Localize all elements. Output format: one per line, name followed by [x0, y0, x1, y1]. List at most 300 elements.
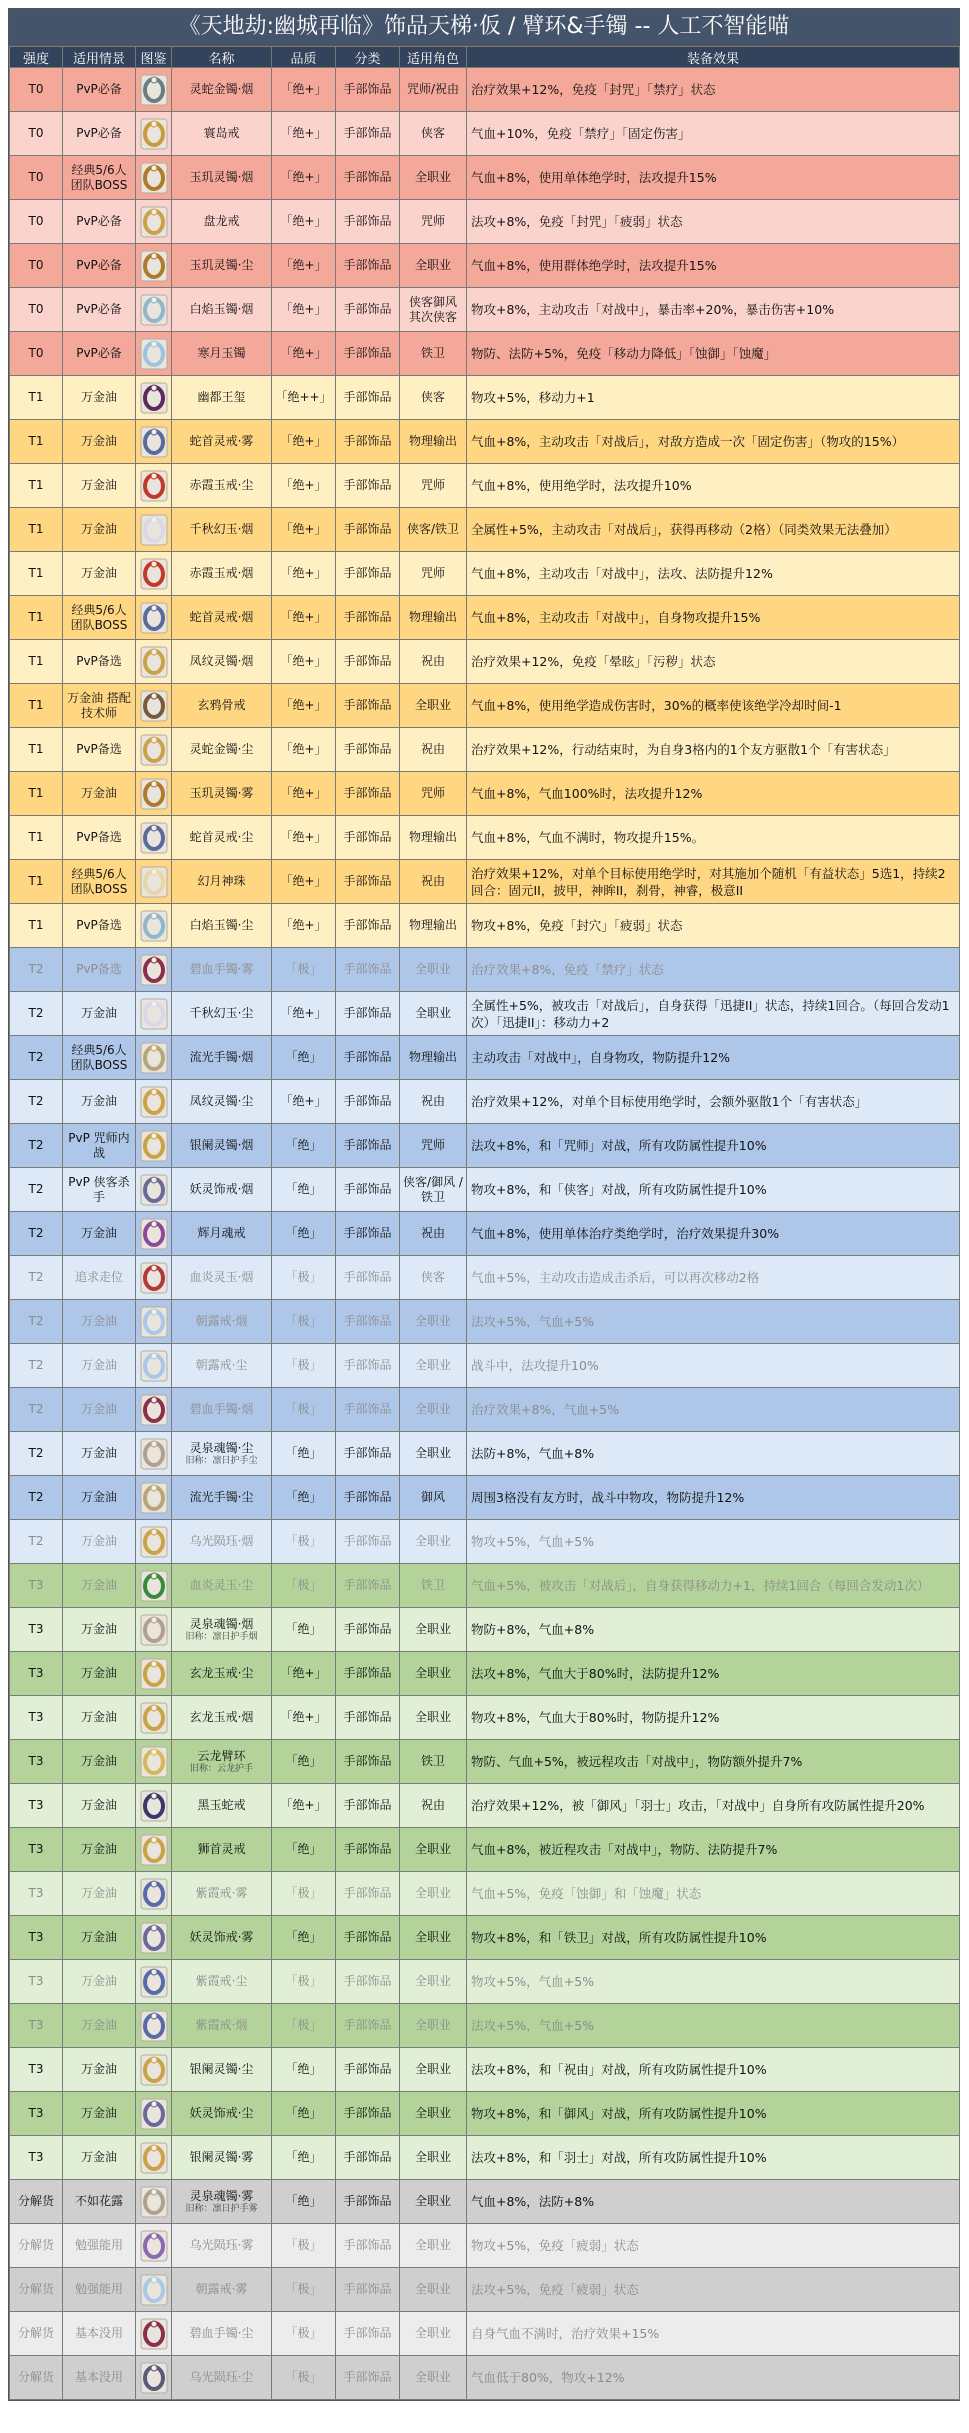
scene-cell: 万金油: [63, 2092, 136, 2136]
effect-cell: 自身气血不满时，治疗效果+15%: [467, 2312, 960, 2356]
icon-cell: [136, 2312, 172, 2356]
effect-cell: 气血+8%，使用群体绝学时，法攻提升15%: [467, 244, 960, 288]
quality-cell: 「绝+」: [272, 684, 336, 728]
scene-cell: PvP 咒师内战: [63, 1124, 136, 1168]
table-row: [10, 1124, 960, 1168]
quality-cell: 「绝+」: [272, 420, 336, 464]
scene-cell: PvP必备: [63, 244, 136, 288]
tier-cell: T0: [10, 288, 63, 332]
name-cell: [172, 1476, 272, 1520]
tier-cell: T2: [10, 1388, 63, 1432]
icon-cell: [136, 288, 172, 332]
name-cell: [172, 1652, 272, 1696]
accessory-ring-icon: [139, 645, 169, 679]
icon-cell: [136, 1652, 172, 1696]
item-name: 白焰玉镯·尘: [189, 918, 254, 932]
accessory-ring-icon: [139, 381, 169, 415]
accessory-ring-icon: [139, 513, 169, 547]
tier-cell: T3: [10, 1916, 63, 1960]
icon-cell: [136, 684, 172, 728]
item-former-name: 旧称：云龙护手: [189, 1763, 253, 1774]
category-cell: 手部饰品: [336, 1080, 400, 1124]
accessory-ring-icon: [139, 1041, 169, 1075]
effect-cell: 全属性+5%，主动攻击「对战后」，获得再移动（2格）（同类效果无法叠加）: [467, 508, 960, 552]
item-name: 朝露戒·烟: [195, 1314, 248, 1328]
name-cell: [172, 2268, 272, 2312]
item-name: 黑玉蛇戒: [197, 1798, 246, 1812]
item-name: 幻月神珠: [197, 874, 246, 888]
category-cell: 手部饰品: [336, 1036, 400, 1080]
quality-cell: 「绝+」: [272, 772, 336, 816]
role-cell: 御风: [400, 1476, 467, 1520]
category-cell: 手部饰品: [336, 948, 400, 992]
name-cell: [172, 1960, 272, 2004]
table-row: [10, 552, 960, 596]
effect-cell: 气血+8%，主动攻击「对战中」，法攻、法防提升12%: [467, 552, 960, 596]
name-cell: [172, 2048, 272, 2092]
scene-cell: 勉强能用: [63, 2268, 136, 2312]
table-row: [10, 2268, 960, 2312]
scene-cell: 万金油: [63, 2136, 136, 2180]
icon-cell: [136, 816, 172, 860]
scene-cell: 经典5/6人 团队BOSS: [63, 156, 136, 200]
role-cell: 全职业: [400, 2224, 467, 2268]
category-cell: 手部饰品: [336, 1256, 400, 1300]
role-cell: 侠客: [400, 112, 467, 156]
tier-cell: T0: [10, 332, 63, 376]
accessory-ring-icon: [139, 733, 169, 767]
name-cell: [172, 772, 272, 816]
item-name: 寰岛戒: [203, 126, 240, 140]
item-name: 灵蛇金镯·尘: [189, 742, 254, 756]
tier-cell: T3: [10, 1872, 63, 1916]
icon-cell: [136, 1124, 172, 1168]
category-cell: 手部饰品: [336, 860, 400, 904]
item-name: 银阑灵镯·尘: [189, 2062, 254, 2076]
tier-cell: T1: [10, 728, 63, 772]
tier-cell: T3: [10, 2136, 63, 2180]
item-name: 紫霞戒·烟: [195, 2018, 248, 2032]
name-cell: [172, 376, 272, 420]
icon-cell: [136, 1784, 172, 1828]
table-row: [10, 112, 960, 156]
category-cell: 手部饰品: [336, 1344, 400, 1388]
category-cell: 手部饰品: [336, 1124, 400, 1168]
role-cell: 全职业: [400, 1344, 467, 1388]
category-cell: 手部饰品: [336, 332, 400, 376]
role-cell: 全职业: [400, 2180, 467, 2224]
quality-cell: 「极」: [272, 1256, 336, 1300]
name-cell: [172, 1740, 272, 1784]
header-category: 分类: [336, 47, 400, 68]
table-row: [10, 684, 960, 728]
item-name: 赤霞玉戒·尘: [189, 478, 254, 492]
icon-cell: [136, 2224, 172, 2268]
icon-cell: [136, 1168, 172, 1212]
item-name: 千秋幻玉·尘: [189, 1006, 254, 1020]
item-name: 玄鸦骨戒: [197, 698, 246, 712]
role-cell: 祝由: [400, 1784, 467, 1828]
name-cell: [172, 200, 272, 244]
scene-cell: 万金油: [63, 1388, 136, 1432]
scene-cell: 万金油: [63, 1520, 136, 1564]
quality-cell: 「极」: [272, 1388, 336, 1432]
icon-cell: [136, 1212, 172, 1256]
effect-cell: 气血+8%，气血不满时，物攻提升15%。: [467, 816, 960, 860]
quality-cell: 「绝+」: [272, 1784, 336, 1828]
effect-cell: 物攻+8%，主动攻击「对战中」，暴击率+20%，暴击伤害+10%: [467, 288, 960, 332]
item-name: 蛇首灵戒·烟: [189, 610, 254, 624]
effect-cell: 气血+8%，主动攻击「对战后」，对敌方造成一次「固定伤害」（物攻的15%）: [467, 420, 960, 464]
name-cell: [172, 1916, 272, 1960]
table-row: [10, 332, 960, 376]
category-cell: 手部饰品: [336, 1520, 400, 1564]
quality-cell: 「绝+」: [272, 640, 336, 684]
category-cell: 手部饰品: [336, 1212, 400, 1256]
name-cell: [172, 1872, 272, 1916]
table-row: [10, 156, 960, 200]
role-cell: 祝由: [400, 1080, 467, 1124]
scene-cell: 万金油: [63, 1344, 136, 1388]
category-cell: 手部饰品: [336, 1960, 400, 2004]
accessory-ring-icon: [139, 689, 169, 723]
tier-cell: T1: [10, 816, 63, 860]
accessory-ring-icon: [139, 2317, 169, 2351]
scene-cell: PvP必备: [63, 288, 136, 332]
effect-cell: 法攻+5%，气血+5%: [467, 1300, 960, 1344]
scene-cell: 万金油: [63, 2048, 136, 2092]
name-cell: [172, 1080, 272, 1124]
quality-cell: 「绝」: [272, 1124, 336, 1168]
header-name: 名称: [172, 47, 272, 68]
icon-cell: [136, 904, 172, 948]
item-name: 紫霞戒·雾: [195, 1886, 248, 1900]
accessory-ring-icon: [139, 1789, 169, 1823]
item-name: 流光手镯·烟: [189, 1050, 254, 1064]
tier-cell: T2: [10, 1256, 63, 1300]
effect-cell: 气血+10%，免疫「禁疗」「固定伤害」: [467, 112, 960, 156]
table-row: [10, 1784, 960, 1828]
quality-cell: 「极」: [272, 948, 336, 992]
effect-cell: 治疗效果+12%，免疫「晕眩」「污秽」状态: [467, 640, 960, 684]
header-scene: 适用情景: [63, 47, 136, 68]
role-cell: 全职业: [400, 1432, 467, 1476]
quality-cell: 「绝」: [272, 1036, 336, 1080]
role-cell: 咒师: [400, 552, 467, 596]
icon-cell: [136, 2268, 172, 2312]
item-former-name: 旧称：凛日护手烟: [185, 1631, 258, 1642]
category-cell: 手部饰品: [336, 112, 400, 156]
accessory-ring-icon: [139, 1305, 169, 1339]
name-cell: [172, 684, 272, 728]
category-cell: 手部饰品: [336, 2004, 400, 2048]
icon-cell: [136, 2180, 172, 2224]
effect-cell: 气血+8%，使用绝学造成伤害时，30%的概率使该绝学冷却时间-1: [467, 684, 960, 728]
role-cell: 铁卫: [400, 1564, 467, 1608]
role-cell: 全职业: [400, 1388, 467, 1432]
category-cell: 手部饰品: [336, 2356, 400, 2400]
role-cell: 侠客/铁卫: [400, 508, 467, 552]
accessory-ring-icon: [139, 1217, 169, 1251]
item-name: 寒月玉镯: [197, 346, 246, 360]
accessory-ring-icon: [139, 1393, 169, 1427]
tier-table: [9, 46, 960, 2400]
tier-cell: T0: [10, 112, 63, 156]
accessory-ring-icon: [139, 1173, 169, 1207]
table-row: [10, 1476, 960, 1520]
icon-cell: [136, 244, 172, 288]
table-row: [10, 1960, 960, 2004]
effect-cell: 物攻+5%，气血+5%: [467, 1520, 960, 1564]
icon-cell: [136, 508, 172, 552]
effect-cell: 主动攻击「对战中」，自身物攻，物防提升12%: [467, 1036, 960, 1080]
category-cell: 手部饰品: [336, 464, 400, 508]
tier-cell: T3: [10, 1784, 63, 1828]
table-row: [10, 1080, 960, 1124]
header-quality: 品质: [272, 47, 336, 68]
scene-cell: PvP必备: [63, 68, 136, 112]
name-cell: [172, 68, 272, 112]
icon-cell: [136, 1432, 172, 1476]
icon-cell: [136, 1916, 172, 1960]
icon-cell: [136, 1564, 172, 1608]
table-row: [10, 2312, 960, 2356]
quality-cell: 「绝+」: [272, 596, 336, 640]
table-row: [10, 728, 960, 772]
effect-cell: 气血低于80%，物攻+12%: [467, 2356, 960, 2400]
icon-cell: [136, 1476, 172, 1520]
accessory-ring-icon: [139, 1701, 169, 1735]
accessory-ring-icon: [139, 2229, 169, 2263]
scene-cell: PvP备选: [63, 640, 136, 684]
effect-cell: 法防+8%，气血+8%: [467, 1432, 960, 1476]
accessory-ring-icon: [139, 2185, 169, 2219]
quality-cell: 「极」: [272, 1520, 336, 1564]
name-cell: [172, 2180, 272, 2224]
effect-cell: 气血+8%，使用单体绝学时，法攻提升15%: [467, 156, 960, 200]
scene-cell: 万金油: [63, 1696, 136, 1740]
icon-cell: [136, 1696, 172, 1740]
item-name: 朝露戒·雾: [195, 2282, 248, 2296]
table-row: [10, 1564, 960, 1608]
name-cell: [172, 1696, 272, 1740]
scene-cell: 万金油: [63, 1740, 136, 1784]
tier-cell: T2: [10, 1036, 63, 1080]
effect-cell: 物攻+5%，移动力+1: [467, 376, 960, 420]
quality-cell: 「极」: [272, 2224, 336, 2268]
accessory-ring-icon: [139, 425, 169, 459]
quality-cell: 「绝+」: [272, 68, 336, 112]
header-tier: 强度: [10, 47, 63, 68]
accessory-ring-icon: [139, 1085, 169, 1119]
scene-cell: PvP 侠客杀手: [63, 1168, 136, 1212]
tier-cell: 分解货: [10, 2312, 63, 2356]
effect-cell: 气血+8%，使用绝学时，法攻提升10%: [467, 464, 960, 508]
category-cell: 手部饰品: [336, 596, 400, 640]
icon-cell: [136, 1388, 172, 1432]
icon-cell: [136, 420, 172, 464]
accessory-ring-icon: [139, 2009, 169, 2043]
tier-cell: T2: [10, 1300, 63, 1344]
category-cell: 手部饰品: [336, 244, 400, 288]
icon-cell: [136, 772, 172, 816]
tier-cell: T3: [10, 2048, 63, 2092]
category-cell: 手部饰品: [336, 156, 400, 200]
name-cell: [172, 1564, 272, 1608]
icon-cell: [136, 1872, 172, 1916]
name-cell: [172, 1036, 272, 1080]
accessory-ring-icon: [139, 73, 169, 107]
scene-cell: 经典5/6人 团队BOSS: [63, 596, 136, 640]
table-row: [10, 200, 960, 244]
role-cell: 铁卫: [400, 1740, 467, 1784]
quality-cell: 「极」: [272, 2312, 336, 2356]
quality-cell: 「绝」: [272, 1168, 336, 1212]
tier-cell: T2: [10, 948, 63, 992]
tier-cell: T3: [10, 1608, 63, 1652]
scene-cell: 万金油: [63, 1960, 136, 2004]
accessory-ring-icon: [139, 865, 169, 899]
role-cell: 咒师: [400, 200, 467, 244]
icon-cell: [136, 1080, 172, 1124]
quality-cell: 「绝+」: [272, 816, 336, 860]
icon-cell: [136, 1300, 172, 1344]
quality-cell: 「绝」: [272, 1212, 336, 1256]
table-row: [10, 1608, 960, 1652]
header-icon: 图鉴: [136, 47, 172, 68]
item-name: 灵泉魂镯·尘: [189, 1440, 254, 1455]
icon-cell: [136, 2136, 172, 2180]
scene-cell: 不如花露: [63, 2180, 136, 2224]
table-row: [10, 1520, 960, 1564]
name-cell: [172, 1388, 272, 1432]
role-cell: 全职业: [400, 992, 467, 1036]
table-row: [10, 1036, 960, 1080]
accessory-ring-icon: [139, 777, 169, 811]
role-cell: 全职业: [400, 1916, 467, 1960]
icon-cell: [136, 1608, 172, 1652]
role-cell: 祝由: [400, 1212, 467, 1256]
role-cell: 全职业: [400, 684, 467, 728]
item-name: 玉玑灵镯·尘: [189, 258, 254, 272]
accessory-ring-icon: [139, 1745, 169, 1779]
scene-cell: 万金油: [63, 992, 136, 1036]
tier-cell: T3: [10, 2004, 63, 2048]
accessory-ring-icon: [139, 997, 169, 1031]
item-name: 乌光陨珏·烟: [189, 1534, 254, 1548]
table-row: [10, 1828, 960, 1872]
item-name: 碧血手镯·烟: [189, 1402, 254, 1416]
accessory-ring-icon: [139, 1261, 169, 1295]
header-effect: 装备效果: [467, 47, 960, 68]
scene-cell: 万金油: [63, 1608, 136, 1652]
tier-cell: T2: [10, 1476, 63, 1520]
quality-cell: 「绝+」: [272, 904, 336, 948]
category-cell: 手部饰品: [336, 508, 400, 552]
item-name: 朝露戒·尘: [195, 1358, 248, 1372]
table-row: [10, 1652, 960, 1696]
icon-cell: [136, 1828, 172, 1872]
item-name: 碧血手镯·雾: [189, 962, 254, 976]
tier-cell: T1: [10, 420, 63, 464]
role-cell: 物理输出: [400, 596, 467, 640]
tier-cell: T1: [10, 640, 63, 684]
effect-cell: 治疗效果+12%，被「御风」「羽士」攻击，「对战中」自身所有攻防属性提升20%: [467, 1784, 960, 1828]
quality-cell: 「极」: [272, 1564, 336, 1608]
effect-cell: 治疗效果+12%，免疫「封咒」「禁疗」状态: [467, 68, 960, 112]
tier-cell: T1: [10, 860, 63, 904]
quality-cell: 「极」: [272, 1960, 336, 2004]
quality-cell: 「绝」: [272, 1476, 336, 1520]
effect-cell: 治疗效果+8%，免疫「禁疗」状态: [467, 948, 960, 992]
category-cell: 手部饰品: [336, 1432, 400, 1476]
item-former-name: 旧称：凛日护手雾: [185, 2203, 258, 2214]
name-cell: [172, 1300, 272, 1344]
tier-cell: T2: [10, 1080, 63, 1124]
quality-cell: 「绝」: [272, 2092, 336, 2136]
effect-cell: 治疗效果+8%，气血+5%: [467, 1388, 960, 1432]
tier-cell: T2: [10, 1168, 63, 1212]
quality-cell: 「绝+」: [272, 1080, 336, 1124]
item-name: 血炎灵玉·烟: [189, 1270, 254, 1284]
accessory-ring-icon: [139, 821, 169, 855]
table-row: [10, 772, 960, 816]
category-cell: 手部饰品: [336, 2312, 400, 2356]
effect-cell: 治疗效果+12%，行动结束时，为自身3格内的1个友方驱散1个「有害状态」: [467, 728, 960, 772]
scene-cell: 万金油: [63, 1784, 136, 1828]
effect-cell: 治疗效果+12%，对单个目标使用绝学时，会额外驱散1个「有害状态」: [467, 1080, 960, 1124]
table-row: [10, 2224, 960, 2268]
effect-cell: 法攻+8%，免疫「封咒」「疲弱」状态: [467, 200, 960, 244]
role-cell: 侠客/御风 /铁卫: [400, 1168, 467, 1212]
quality-cell: 「极」: [272, 2268, 336, 2312]
accessory-ring-icon: [139, 1657, 169, 1691]
tier-cell: 分解货: [10, 2268, 63, 2312]
role-cell: 全职业: [400, 2048, 467, 2092]
category-cell: 手部饰品: [336, 992, 400, 1036]
tier-cell: T2: [10, 992, 63, 1036]
quality-cell: 「绝+」: [272, 200, 336, 244]
quality-cell: 「极」: [272, 1300, 336, 1344]
name-cell: [172, 1168, 272, 1212]
quality-cell: 「绝+」: [272, 244, 336, 288]
scene-cell: 万金油: [63, 1652, 136, 1696]
accessory-ring-icon: [139, 117, 169, 151]
quality-cell: 「绝+」: [272, 464, 336, 508]
role-cell: 物理输出: [400, 904, 467, 948]
icon-cell: [136, 1036, 172, 1080]
table-row: [10, 2356, 960, 2400]
category-cell: 手部饰品: [336, 376, 400, 420]
icon-cell: [136, 2356, 172, 2400]
item-name: 玉玑灵镯·烟: [189, 170, 254, 184]
item-name: 银阑灵镯·雾: [189, 2150, 254, 2164]
quality-cell: 「绝+」: [272, 992, 336, 1036]
tier-cell: T1: [10, 684, 63, 728]
table-row: [10, 1388, 960, 1432]
category-cell: 手部饰品: [336, 552, 400, 596]
category-cell: 手部饰品: [336, 1608, 400, 1652]
table-row: [10, 464, 960, 508]
effect-cell: 周围3格没有友方时，战斗中物攻，物防提升12%: [467, 1476, 960, 1520]
accessory-ring-icon: [139, 205, 169, 239]
item-name: 乌光陨珏·雾: [189, 2238, 254, 2252]
role-cell: 全职业: [400, 1608, 467, 1652]
name-cell: [172, 112, 272, 156]
scene-cell: 经典5/6人 团队BOSS: [63, 1036, 136, 1080]
item-name: 赤霞玉戒·烟: [189, 566, 254, 580]
tier-cell: T1: [10, 596, 63, 640]
